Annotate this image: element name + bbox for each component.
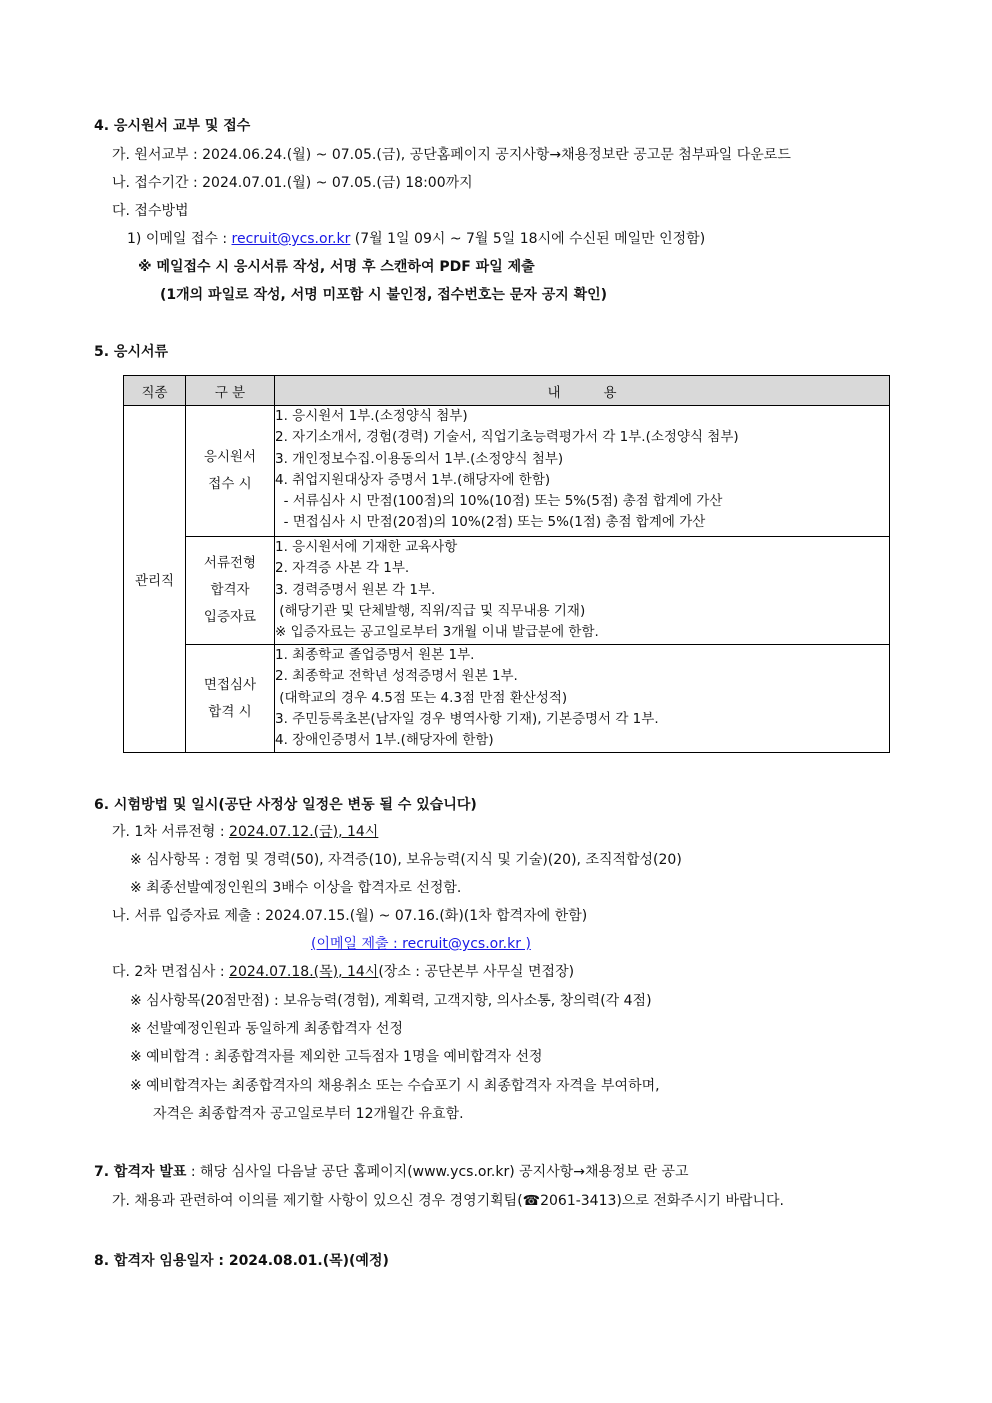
section-6-heading: 6. 시험방법 및 일시(공단 사정상 일정은 변동 될 수 있습니다) bbox=[94, 797, 477, 813]
s4-email-line bbox=[127, 229, 705, 249]
category-cell bbox=[186, 537, 275, 645]
s4-item-b: 나. 접수기간 : 2024.07.01.(월) ~ 07.05.(금) 18:00까지 bbox=[112, 175, 473, 191]
category-cell bbox=[186, 645, 275, 753]
category-line: 면접심사 bbox=[203, 676, 257, 693]
list-item: 4. 장애인증명서 1부.(해당자에 한함) bbox=[275, 732, 494, 749]
category-line: 합격자 bbox=[210, 582, 250, 598]
list-item: (해당기관 및 단체발행, 직위/직급 및 직무내용 기재) bbox=[275, 602, 586, 619]
category-line: 서류전형 bbox=[203, 555, 257, 571]
s6-a-date: 2024.07.12.(금), 14시 bbox=[229, 824, 379, 840]
job-cell: 관리직 bbox=[124, 406, 186, 753]
table-row bbox=[124, 406, 890, 537]
header-content: 내 용 bbox=[275, 376, 890, 406]
s7-text: : 해당 심사일 다음날 공단 홈페이지(www.ycs.or.kr) 공지사항→채용정보 란 공고 bbox=[186, 1164, 689, 1180]
s6-a-note-1: ※ 심사항목 : 경험 및 경력(50), 자격증(10), 보유능력(지식 및 기술)(20), 조직적합성(20) bbox=[130, 852, 682, 868]
list-item: 2. 자기소개서, 경험(경력) 기술서, 직업기초능력평가서 각 1부.(소정양식 첨부) bbox=[275, 429, 739, 446]
s6-c-date: 2024.07.18.(목), 14시 bbox=[229, 964, 379, 980]
category-cell bbox=[186, 406, 275, 537]
s6-item-b: 나. 서류 입증자료 제출 : 2024.07.15.(월) ~ 07.16.(화)(1차 합격자에 한함) bbox=[112, 908, 588, 924]
content-cell bbox=[275, 406, 890, 537]
list-item: 3. 경력증명서 원본 각 1부. bbox=[275, 581, 436, 598]
email-link[interactable]: recruit@ycs.or.kr bbox=[231, 231, 351, 247]
s6-c-suffix: (장소 : 공단본부 사무실 면접장) bbox=[378, 964, 575, 980]
section-5-heading: 5. 응시서류 bbox=[94, 344, 169, 360]
category-line: 응시원서 bbox=[203, 449, 257, 465]
content-cell bbox=[275, 537, 890, 645]
s6-item-a bbox=[112, 822, 378, 842]
s7-item-a: 가. 채용과 관련하여 이의를 제기할 사항이 있으신 경우 경영기획팀(☎2061-3413)으로 전화주시기 바랍니다. bbox=[112, 1193, 784, 1209]
category-line: 입증자료 bbox=[203, 609, 257, 625]
s6-c-note-1: ※ 심사항목(20점만점) : 보유능력(경험), 계획력, 고객지향, 의사소통, 창의력(각 4점) bbox=[130, 993, 652, 1009]
documents-table bbox=[123, 375, 890, 753]
list-item: 1. 최종학교 졸업증명서 원본 1부. bbox=[275, 647, 475, 663]
s4-email-prefix: 1) 이메일 접수 : bbox=[127, 231, 232, 247]
s4-item-a: 가. 원서교부 : 2024.06.24.(월) ~ 07.05.(금), 공단홈페이지 공지사항→채용정보란 공고문 첨부파일 다운로드 bbox=[112, 147, 791, 163]
table-row bbox=[124, 645, 890, 753]
s6-a-prefix: 가. 1차 서류전형 : bbox=[112, 824, 230, 840]
header-job: 직종 bbox=[124, 376, 186, 406]
list-item: 4. 취업지원대상자 증명서 1부.(해당자에 한함) bbox=[275, 471, 551, 488]
s4-note-2: (1개의 파일로 작성, 서명 미포함 시 불인정, 접수번호는 문자 공지 확인) bbox=[160, 287, 608, 303]
section-4-heading: 4. 응시원서 교부 및 접수 bbox=[94, 118, 251, 134]
table-header-row bbox=[124, 376, 890, 406]
section-7-heading: 7. 합격자 발표 bbox=[94, 1164, 187, 1180]
s6-c-note-4: ※ 예비합격자는 최종합격자의 채용취소 또는 수습포기 시 최종합격자 자격을 부여하며, bbox=[130, 1078, 660, 1094]
s6-b-email-link[interactable]: (이메일 제출 : recruit@ycs.or.kr ) bbox=[311, 936, 531, 952]
list-item: 1. 응시원서 1부.(소정양식 첨부) bbox=[275, 408, 468, 424]
list-item: - 면접심사 시 만점(20점)의 10%(2점) 또는 5%(1점) 총점 합계에 가산 bbox=[275, 514, 706, 531]
s6-c-note-5: 자격은 최종합격자 공고일로부터 12개월간 유효함. bbox=[153, 1106, 464, 1122]
category-line: 합격 시 bbox=[208, 703, 252, 720]
section-8-heading: 8. 합격자 임용일자 : 2024.08.01.(목)(예정) bbox=[94, 1253, 389, 1269]
list-item: 1. 응시원서에 기재한 교육사항 bbox=[275, 539, 458, 555]
s6-c-note-3: ※ 예비합격 : 최종합격자를 제외한 고득점자 1명을 예비합격자 선정 bbox=[130, 1049, 543, 1065]
list-item: 2. 최종학교 전학년 성적증명서 원본 1부. bbox=[275, 668, 518, 685]
s4-note-1: ※ 메일접수 시 응시서류 작성, 서명 후 스캔하여 PDF 파일 제출 bbox=[138, 259, 535, 275]
s6-a-note-2: ※ 최종선발예정인원의 3배수 이상을 합격자로 선정함. bbox=[130, 880, 462, 896]
s6-item-c bbox=[112, 962, 574, 982]
table-row bbox=[124, 537, 890, 645]
s6-c-prefix: 다. 2차 면접심사 : bbox=[112, 964, 230, 980]
s4-item-c: 다. 접수방법 bbox=[112, 203, 189, 219]
list-item: 3. 개인정보수집.이용동의서 1부.(소정양식 첨부) bbox=[275, 450, 564, 467]
section-7-line bbox=[94, 1162, 689, 1182]
list-item: ※ 입증자료는 공고일로부터 3개월 이내 발급분에 한함. bbox=[275, 624, 599, 641]
list-item: 3. 주민등록초본(남자일 경우 병역사항 기재), 기본증명서 각 1부. bbox=[275, 710, 659, 727]
list-item: 2. 자격증 사본 각 1부. bbox=[275, 560, 410, 577]
s6-c-note-2: ※ 선발예정인원과 동일하게 최종합격자 선정 bbox=[130, 1021, 403, 1037]
header-category: 구 분 bbox=[186, 376, 275, 406]
category-line: 접수 시 bbox=[208, 476, 252, 492]
list-item: - 서류심사 시 만점(100점)의 10%(10점) 또는 5%(5점) 총점 합계에 가산 bbox=[275, 493, 723, 510]
s4-email-suffix: (7월 1일 09시 ~ 7월 5일 18시에 수신된 메일만 인정함) bbox=[350, 231, 706, 247]
list-item: (대학교의 경우 4.5점 또는 4.3점 만점 환산성적) bbox=[275, 689, 568, 706]
content-cell bbox=[275, 645, 890, 753]
